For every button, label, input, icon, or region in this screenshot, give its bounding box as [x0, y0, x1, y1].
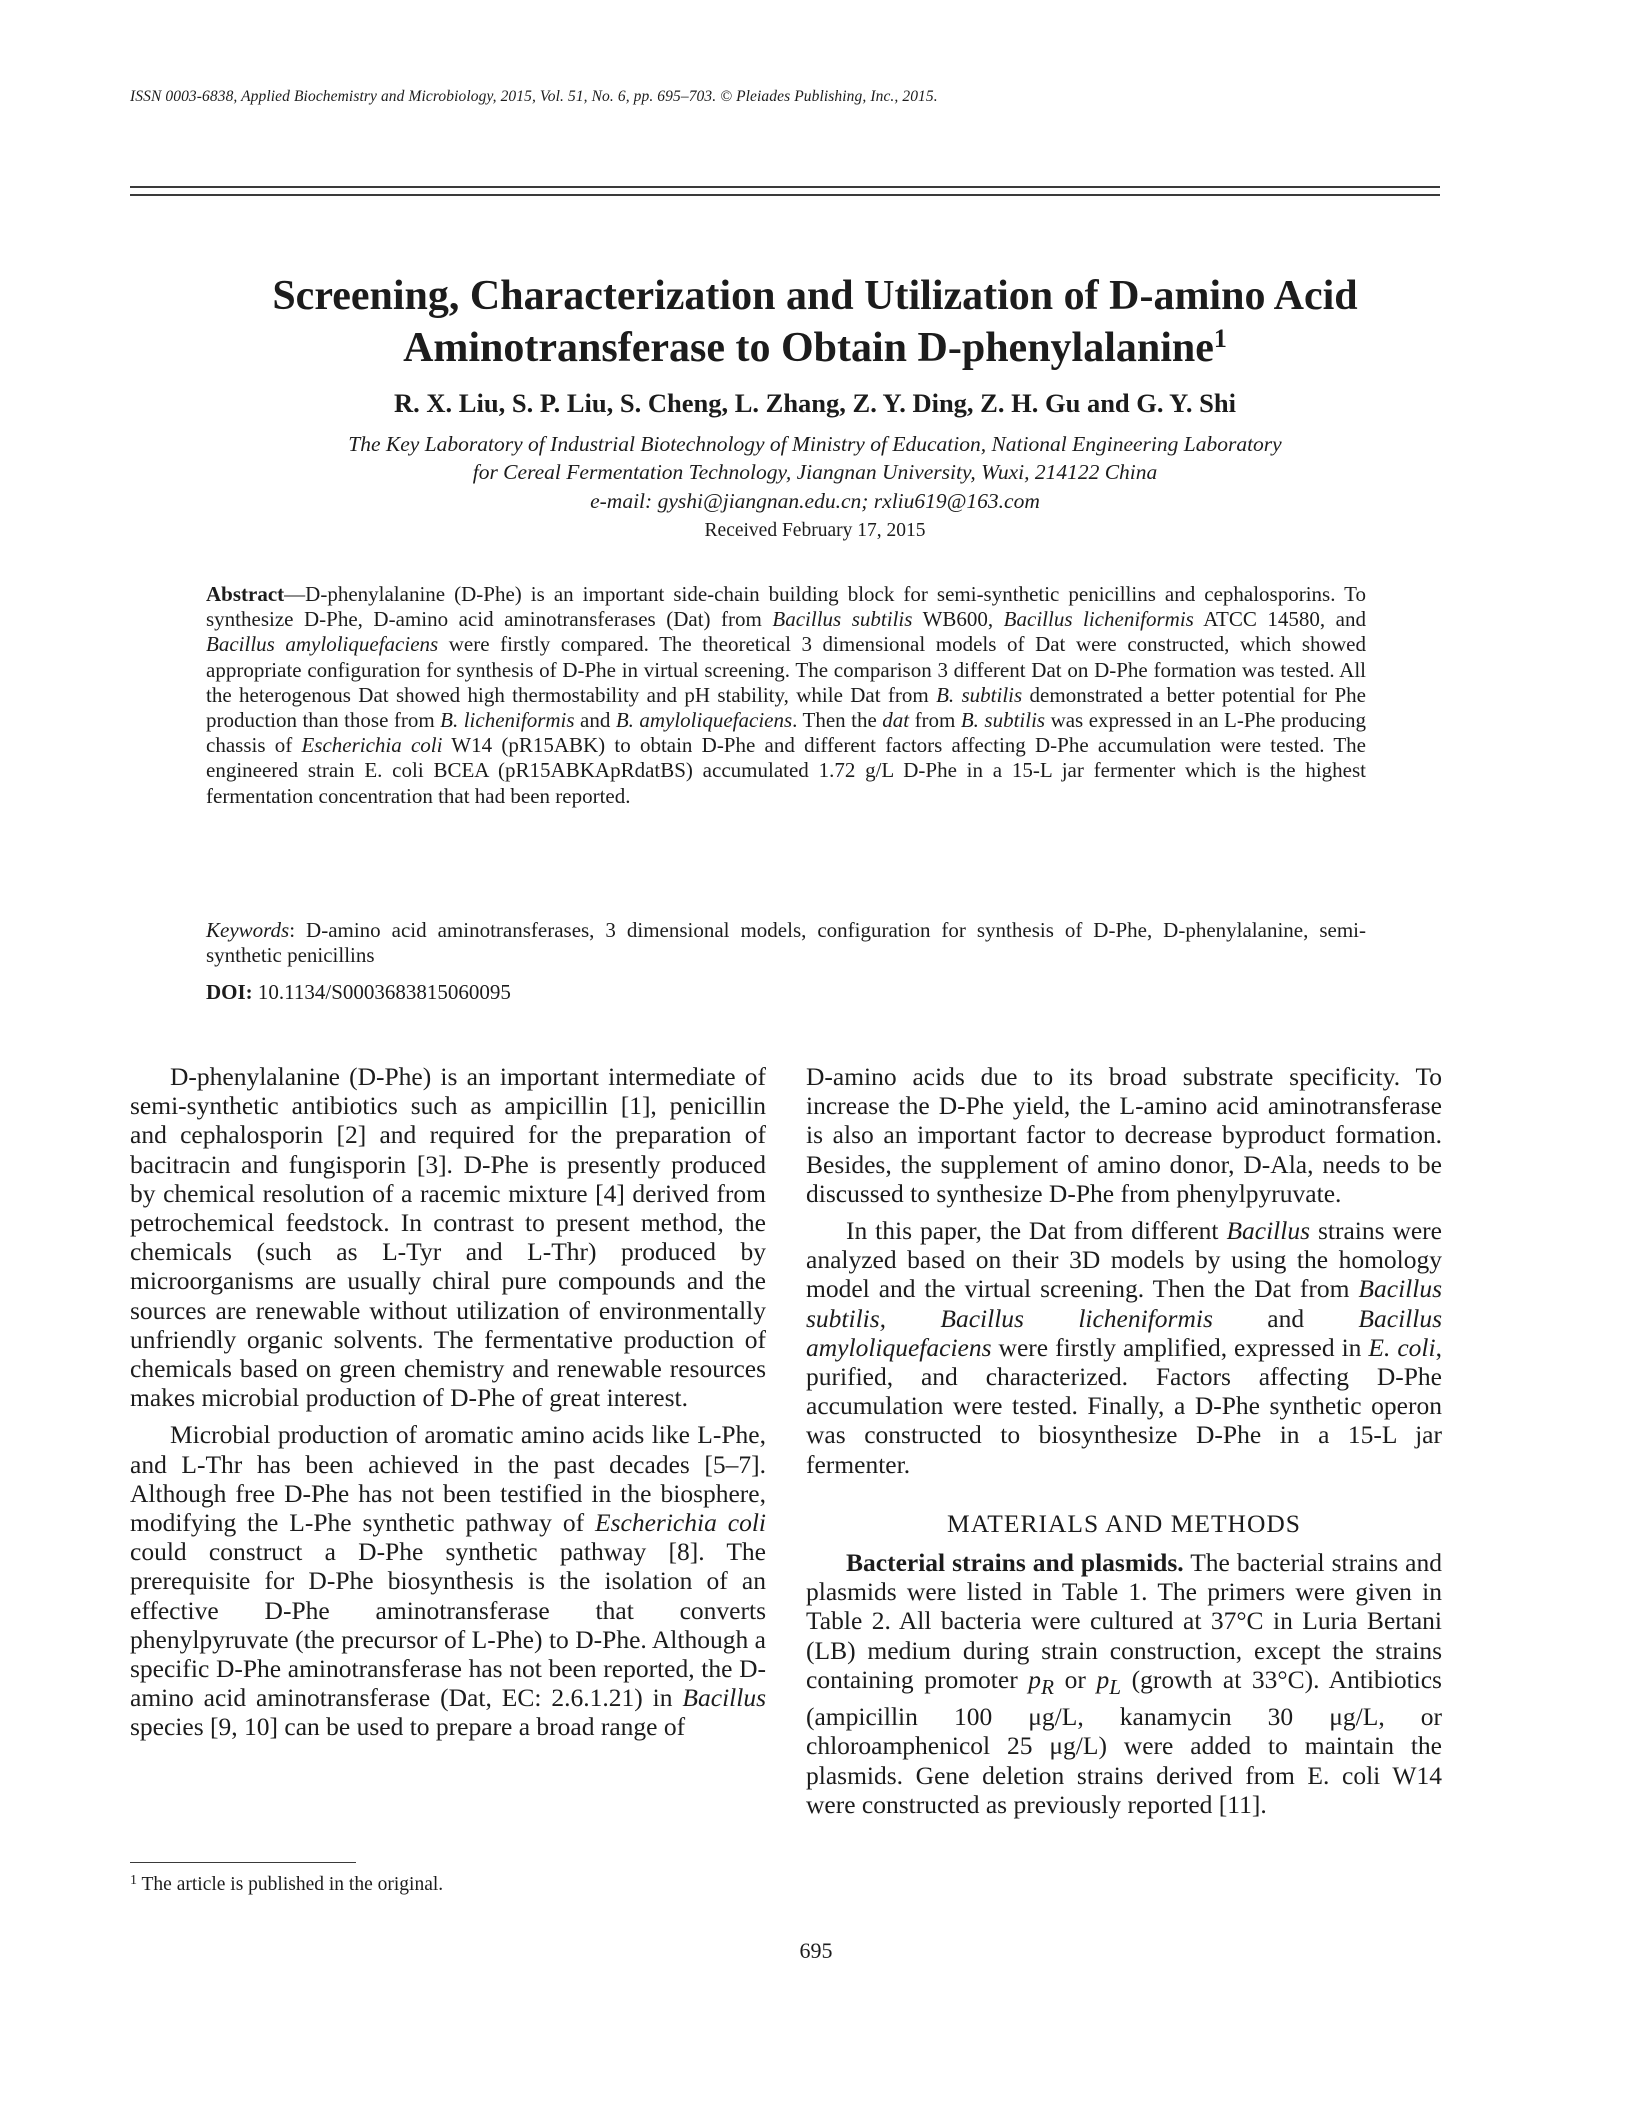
abstract-dash: — [284, 582, 306, 606]
promoter-letter: p [1096, 1664, 1110, 1694]
keywords-text: : D-amino acid aminotransferases, 3 dimensional models, configuration for synthesis of D-Phe, D-phenylalanine, semi-synthetic penicillins [206, 918, 1366, 968]
body-organism: E. coli [1368, 1332, 1436, 1362]
body-organism: Bacillus subtilis, Bacillus licheniformis [806, 1274, 1442, 1333]
promoter-symbol [1028, 1664, 1055, 1699]
header-rule-top [130, 186, 1440, 188]
abstract-text: from [909, 708, 961, 733]
body-organism: Escherichia coli [595, 1508, 766, 1538]
abstract-text: and [574, 708, 616, 733]
affiliation [150, 430, 1480, 486]
article-title [150, 270, 1480, 374]
doi-value: 10.1134/S0003683815060095 [252, 980, 511, 1004]
body-text: In this paper, the Dat from different [846, 1216, 1227, 1246]
doi-label: DOI: [206, 980, 253, 1004]
author-list: R. X. Liu, S. P. Liu, S. Cheng, L. Zhang, Z. Y. Ding, Z. H. Gu and G. Y. Shi [394, 388, 1236, 418]
body-column-right [806, 1062, 1442, 1827]
abstract [206, 582, 1366, 809]
body-paragraph [130, 1420, 766, 1741]
abstract-organism: Bacillus subtilis [772, 607, 913, 632]
abstract-organism: Escherichia coli [301, 733, 443, 758]
body-paragraph: D-phenylalanine (D-Phe) is an important intermediate of semi-synthetic antibiotics such as ampicillin [1], penicillin and cephalosporin [2] and required for the preparation of bacitracin and fungisporin [3]. D-Phe is presently produced by chemical resolution of a racemic mixture [4] derived from petrochemical feedstock. In contrast to present method, the chemicals (such as L-Tyr and L-Thr) produced by microorganisms are usually chiral pure compounds and the sources are renewable without utilization of environmentally unfriendly organic solvents. The fermentative production of chemicals based on green chemistry and renewable resources makes microbial production of D-Phe of great interest. [130, 1062, 766, 1413]
body-column-left [130, 1062, 766, 1750]
abstract-organism: Bacillus amyloliquefaciens [206, 632, 439, 657]
body-text: (growth at 33°C). Antibiotics (ampicillin 100 μg/L, kanamycin 30 μg/L, or chloroamphenicol 25 μg/L) were added to maintain the plasmids. Gene deletion strains derived from E. coli W14 were constructed as previously reported [11]. [806, 1664, 1442, 1819]
abstract-text: . Then the [792, 708, 883, 733]
abstract-text: W14 (pR15ABK) to obtain D-Phe and different factors affecting D-Phe accumulation were tested. The engineered strain E. coli BCEA (pR15ABKApRdatBS) accumulated 1.72 g/L D-Phe in a 15-L jar fermenter which is the highest fermentation concentration that had been reported. [206, 733, 1366, 808]
title-footnote-mark: 1 [1213, 324, 1227, 353]
body-paragraph: D-amino acids due to its broad substrate specificity. To increase the D-Phe yield, the L-amino acid aminotransferase is also an important factor to decrease byproduct formation. Besides, the supplement of amino donor, D-Ala, needs to be discussed to synthesize D-Phe from phenylpyruvate. [806, 1062, 1442, 1208]
footnote [130, 1874, 750, 1896]
title-line-1: Screening, Characterization and Utilization of D-amino Acid [272, 273, 1358, 319]
title-line-2-text: Aminotransferase to Obtain D-phenylalanine [403, 325, 1214, 371]
abstract-organism: B. amyloliquefaciens [615, 708, 793, 733]
affiliation-line-2: for Cereal Fermentation Technology, Jiangnan University, Wuxi, 214122 China [472, 460, 1158, 484]
body-text: Microbial production of aromatic amino acids like L-Phe, and L-Thr has been achieved in the past decades [5–7]. Although free D-Phe has not been testified in the biosphere, modifying the L-Phe synthetic pathway of [130, 1420, 766, 1538]
body-text: species [9, 10] can be used to prepare a broad range of [130, 1712, 686, 1742]
promoter-subscript: L [1109, 1674, 1122, 1699]
footnote-mark: 1 [130, 1873, 137, 1888]
section-heading: MATERIALS AND METHODS [947, 1508, 1301, 1538]
abstract-text: D-phenylalanine (D-Phe) is an important side-chain building block for semi-synthetic penicillins and cephalosporins. To synthesize D-Phe, D-amino acid aminotransferases (Dat) from [206, 582, 1366, 632]
abstract-text: was expressed in an L-Phe producing chassis of [206, 708, 1366, 758]
header-rule-bottom [130, 194, 1440, 196]
keywords [206, 918, 1366, 968]
body-text: were firstly amplified, expressed in [991, 1332, 1369, 1362]
abstract-organism: Bacillus licheniformis [1003, 607, 1194, 632]
footnote-rule [130, 1862, 356, 1863]
abstract-text: ATCC 14580, and [1193, 607, 1366, 632]
abstract-organism: B. subtilis [960, 708, 1046, 733]
abstract-label: Abstract [206, 582, 285, 606]
contact-email: e-mail: gyshi@jiangnan.edu.cn; rxliu619@163.com [590, 489, 1040, 513]
abstract-text: were firstly compared. The theoretical 3 dimensional models of Dat were constructed, which showed appropriate configuration for synthesis of D-Phe in virtual screening. The comparison 3 different Dat on D-Phe formation was tested. All the heterogenous Dat showed high thermostability and pH stability, while Dat from [206, 632, 1366, 707]
abstract-organism: B. licheniformis [440, 708, 575, 733]
body-text: could construct a D-Phe synthetic pathway [8]. The prerequisite for D-Phe biosynthesis is the isolation of an effective D-Phe aminotransferase that converts phenylpyruvate (the precursor of L-Phe) to D-Phe. Although a specific D-Phe aminotransferase has not been reported, the D-amino acid aminotransferase (Dat, EC: 2.6.1.21) in [130, 1537, 766, 1713]
body-paragraph [806, 1548, 1442, 1819]
body-organism: Bacillus [1226, 1216, 1311, 1246]
body-text: or [1054, 1664, 1097, 1694]
page-number: 695 [799, 1938, 833, 1963]
abstract-text: demonstrated a better potential for Phe production than those from [206, 682, 1366, 733]
promoter-letter: p [1028, 1664, 1042, 1694]
body-text: , purified, and characterized. Factors affecting D-Phe accumulation were tested. Finally, a D-Phe synthetic operon was constructed to biosynthesize D-Phe in a 15-L jar fermenter. [806, 1332, 1442, 1479]
running-head: ISSN 0003-6838, Applied Biochemistry and Microbiology, 2015, Vol. 51, No. 6, pp. 695–703. © Pleiades Publishing, Inc., 2015. [130, 88, 938, 105]
footnote-text: The article is published in the original. [137, 1874, 444, 1895]
body-text: strains were analyzed based on their 3D models by using the homology model and the virtual screening. Then the Dat from [806, 1216, 1442, 1304]
abstract-text: WB600, [912, 607, 1004, 632]
doi [206, 980, 1366, 1005]
title-line-2 [150, 322, 1480, 374]
body-paragraph [806, 1216, 1442, 1479]
keywords-label: Keywords [206, 918, 290, 942]
body-organism: Bacillus [682, 1683, 766, 1713]
affiliation-line-1: The Key Laboratory of Industrial Biotechnology of Ministry of Education, National Engineering Laboratory [348, 432, 1282, 456]
abstract-gene: dat [882, 708, 910, 733]
subsection-title: Bacterial strains and plasmids. [846, 1548, 1184, 1578]
promoter-symbol [1096, 1664, 1122, 1699]
received-date: Received February 17, 2015 [704, 520, 926, 541]
body-organism: Bacillus amyloliquefaciens [806, 1303, 1442, 1362]
abstract-organism: B. subtilis [936, 682, 1023, 707]
body-text: and [1212, 1303, 1359, 1333]
body-text: The bacterial strains and plasmids were listed in Table 1. The primers were given in Table 2. All bacteria were cultured at 37°C in Luria Bertani (LB) medium during strain construction, except the strains containing promoter [806, 1548, 1442, 1694]
promoter-subscript: R [1041, 1674, 1055, 1699]
